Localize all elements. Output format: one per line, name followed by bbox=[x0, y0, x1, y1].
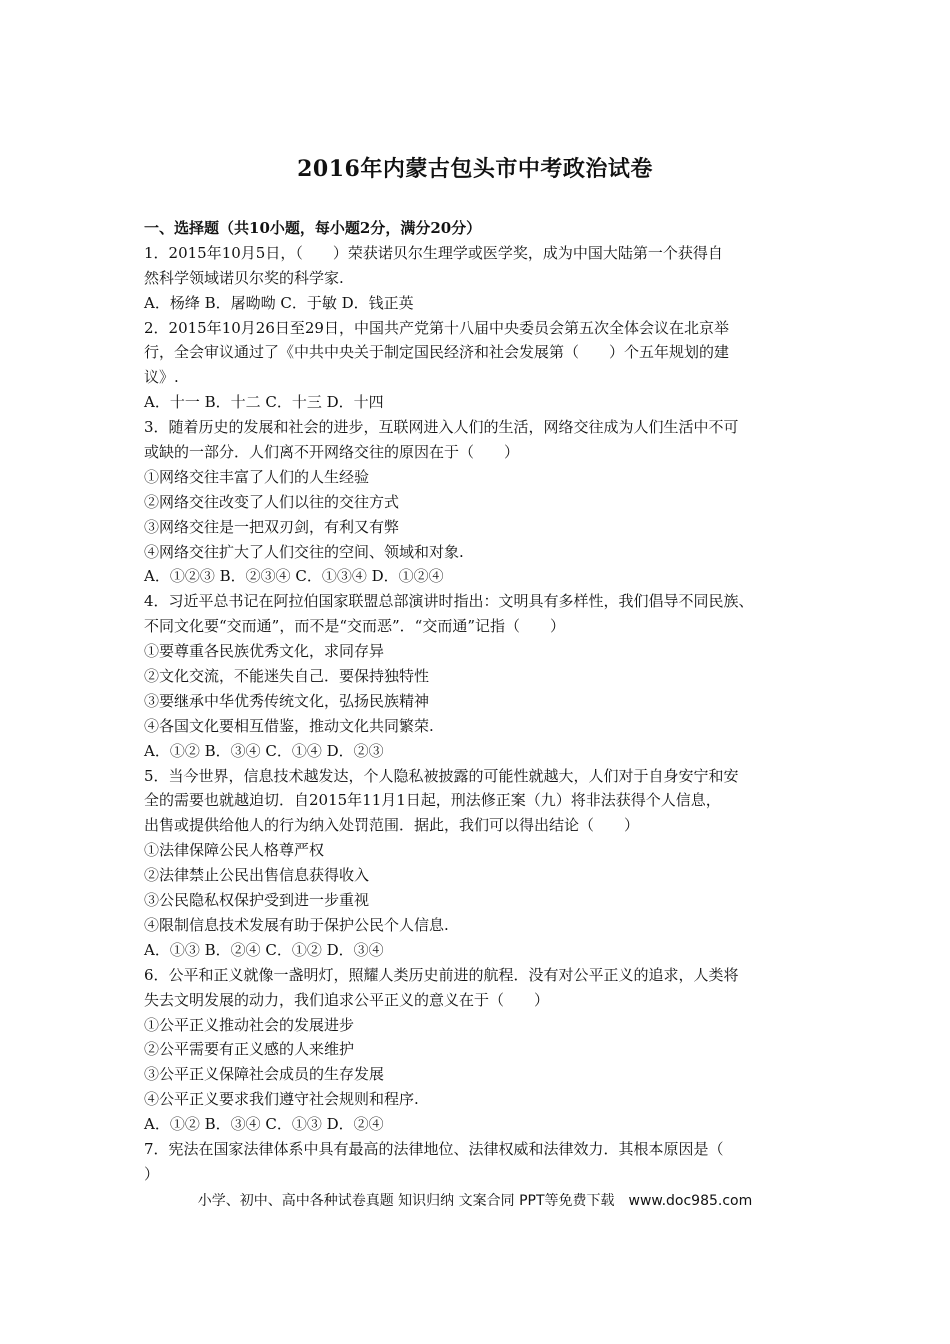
statement-item: ③公民隐私权保护受到进一步重视 bbox=[144, 891, 370, 910]
question-stem-line: 2．2015年10月26日至29日，中国共产党第十八届中央委员会第五次全体会议在北京举 bbox=[144, 318, 729, 337]
section-heading: 一、选择题（共10小题，每小题2分，满分20分） bbox=[144, 219, 482, 237]
answer-options: A．①③ B．②④ C．①② D．③④ bbox=[144, 940, 384, 959]
answer-options: A．①② B．③④ C．①③ D．②④ bbox=[144, 1115, 384, 1134]
page-title: 2016年内蒙古包头市中考政治试卷 bbox=[297, 156, 653, 182]
question-stem-line: ） bbox=[144, 1164, 160, 1183]
statement-item: ④公平正义要求我们遵守社会规则和程序. bbox=[144, 1090, 419, 1109]
question-stem-line: 议》. bbox=[144, 368, 179, 387]
statement-item: ①法律保障公民人格尊严权 bbox=[144, 841, 325, 860]
question-5 bbox=[144, 764, 824, 963]
statement-item: ④限制信息技术发展有助于保护公民个人信息. bbox=[144, 915, 449, 934]
statement-item: ③公平正义保障社会成员的生存发展 bbox=[144, 1065, 385, 1084]
exam-content bbox=[144, 216, 824, 1187]
question-1 bbox=[144, 241, 824, 316]
question-stem-line: 行，全会审议通过了《中共中央关于制定国民经济和社会发展第（ ）个五年规划的建 bbox=[144, 343, 730, 362]
answer-options: A．①② B．③④ C．①④ D．②③ bbox=[144, 741, 384, 760]
question-stem-line: 6．公平和正义就像一盏明灯，照耀人类历史前进的航程．没有对公平正义的追求，人类将 bbox=[144, 965, 739, 984]
statement-item: ④网络交往扩大了人们交往的空间、领域和对象. bbox=[144, 542, 464, 561]
answer-options: A．①②③ B．②③④ C．①③④ D．①②④ bbox=[144, 567, 444, 586]
question-stem-line: 全的需要也就越迫切．自2015年11月1日起，刑法修正案（九）将非法获得个人信息， bbox=[144, 791, 721, 810]
question-2 bbox=[144, 316, 824, 416]
statement-item: ②公平需要有正义感的人来维护 bbox=[144, 1040, 355, 1059]
question-3 bbox=[144, 415, 824, 589]
question-stem-line: 5．当今世界，信息技术越发达，个人隐私被披露的可能性就越大，人们对于自身安宁和安 bbox=[144, 766, 739, 785]
answer-options: A．杨绛 B．屠呦呦 C．于敏 D．钱正英 bbox=[144, 293, 414, 312]
question-7 bbox=[144, 1137, 824, 1187]
statement-item: ①要尊重各民族优秀文化，求同存异 bbox=[144, 642, 385, 661]
question-6 bbox=[144, 963, 824, 1137]
question-stem-line: 失去文明发展的动力，我们追求公平正义的意义在于（ ） bbox=[144, 990, 550, 1009]
page-footer: 小学、初中、高中各种试卷真题 知识归纳 文案合同 PPT等免费下载 www.doc985.com bbox=[197, 1193, 753, 1209]
statement-item: ③网络交往是一把双刃剑，有利又有弊 bbox=[144, 517, 400, 536]
question-4 bbox=[144, 589, 824, 763]
statement-item: ④各国文化要相互借鉴，推动文化共同繁荣. bbox=[144, 716, 434, 735]
question-stem-line: 不同文化要“交而通”，而不是“交而恶”．“交而通”记指（ ） bbox=[144, 617, 566, 636]
statement-item: ①公平正义推动社会的发展进步 bbox=[144, 1015, 355, 1034]
question-stem-line: 然科学领域诺贝尔奖的科学家. bbox=[144, 268, 344, 287]
question-stem-line: 4．习近平总书记在阿拉伯国家联盟总部演讲时指出：文明具有多样性，我们倡导不同民族、 bbox=[144, 592, 754, 611]
statement-item: ①网络交往丰富了人们的人生经验 bbox=[144, 467, 370, 486]
statement-item: ③要继承中华优秀传统文化，弘扬民族精神 bbox=[144, 691, 430, 710]
question-stem-line: 或缺的一部分．人们离不开网络交往的原因在于（ ） bbox=[144, 443, 520, 462]
statement-item: ②法律禁止公民出售信息获得收入 bbox=[144, 866, 370, 885]
question-stem-line: 7．宪法在国家法律体系中具有最高的法律地位、法律权威和法律效力．其根本原因是（ bbox=[144, 1139, 724, 1158]
answer-options: A．十一 B．十二 C．十三 D．十四 bbox=[144, 393, 384, 412]
statement-item: ②网络交往改变了人们以往的交往方式 bbox=[144, 492, 400, 511]
question-stem-line: 1．2015年10月5日，（ ）荣获诺贝尔生理学或医学奖，成为中国大陆第一个获得自 bbox=[144, 243, 723, 262]
question-stem-line: 出售或提供给他人的行为纳入处罚范围．据此，我们可以得出结论（ ） bbox=[144, 816, 640, 835]
statement-item: ②文化交流，不能迷失自己．要保持独特性 bbox=[144, 667, 430, 686]
question-stem-line: 3．随着历史的发展和社会的进步，互联网进入人们的生活，网络交往成为人们生活中不可 bbox=[144, 418, 739, 437]
